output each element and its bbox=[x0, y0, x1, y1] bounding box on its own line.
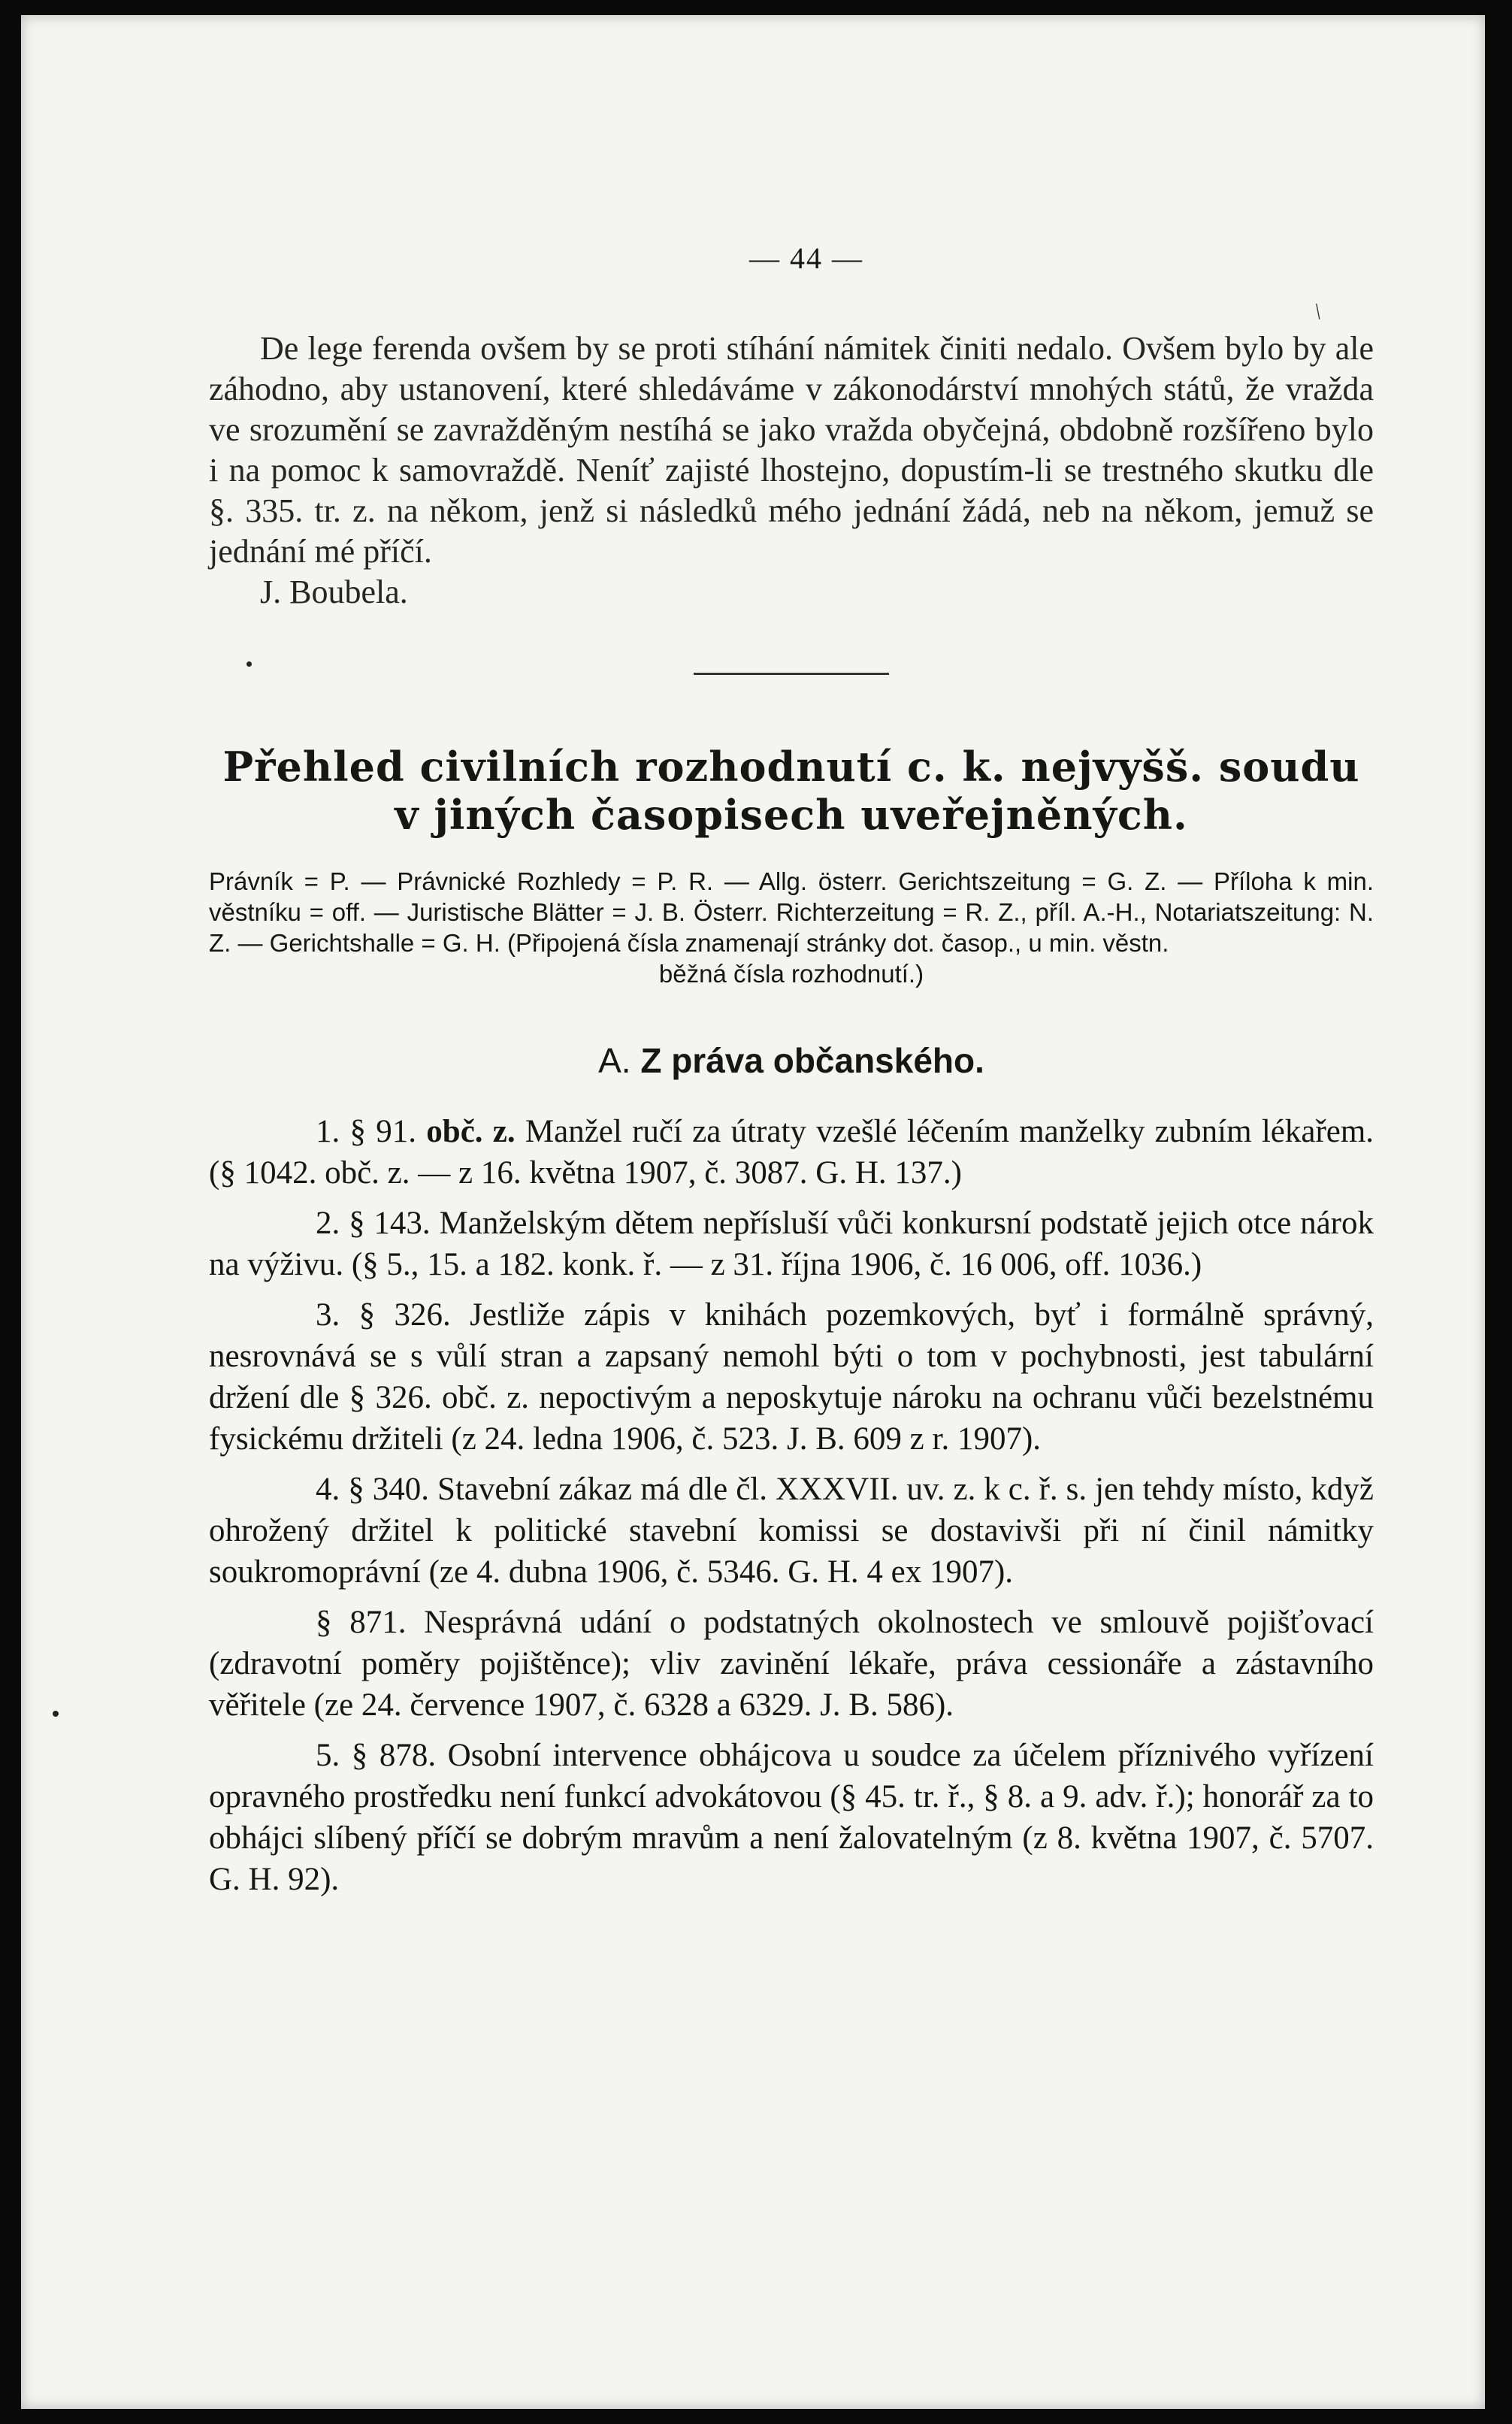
decision-entry bbox=[209, 1735, 1374, 1900]
subsection-letter: A. bbox=[598, 1041, 631, 1080]
decision-list bbox=[209, 1111, 1374, 1900]
decision-entry bbox=[209, 1111, 1374, 1194]
decision-entry bbox=[209, 1602, 1374, 1726]
abbreviations-text: Právník = P. — Právnické Rozhledy = P. R. — Allg. österr. Gerichtszeitung = G. Z. — Příloha k min. věstníku = off. — Juristische Blätter = J. B. Österr. Richterzeitung = R. Z., příl. A.-H., Notariatszeitung: N. Z. — Gerichtshalle = G. H. (Připojená čísla znamenají stránky dot. časop., u min. věstn. bbox=[209, 867, 1374, 957]
essay-paragraph: De lege ferenda ovšem by se proti stíhání námitek činiti nedalo. Ovšem bylo by ale záhodno, aby ustanovení, které shledáváme v zákonodárství mnohých států, že vražda ve srozumění se zavražděným nestíhá se jako vražda obyčejná, obdobně rozšířeno bylo i na pomoc k samovraždě. Neníť zajisté lhostejno, dopustím-li se trestného skutku dle §. 335. tr. z. na někom, jenž si následků mého jednání žádá, neb na někom, jemuž se jednání mé příčí. bbox=[209, 330, 1374, 570]
entry-number: 4. § 340. bbox=[316, 1472, 429, 1507]
subsection-title: Z práva občanského. bbox=[640, 1041, 984, 1080]
subsection-heading bbox=[209, 1040, 1374, 1081]
section-title-line-2: v jiných časopisech uveřejněných. bbox=[395, 791, 1188, 839]
page-content bbox=[209, 241, 1374, 1909]
ink-dot bbox=[53, 1711, 59, 1717]
section-divider bbox=[694, 673, 889, 675]
entry-text: Jestliže zápis v knihách pozemkových, byť i formálně správný, nesrovnává se s vůlí stran a zapsaný nemohl býti o tom v pochybnosti, jest tabulární držení dle § 326. obč. z. nepoctivým a neposkytuje nároku na ochranu vůči bezelstnému fysickému držiteli (z 24. ledna 1906, č. 523. J. B. 609 z r. 1907). bbox=[209, 1297, 1374, 1457]
entry-text: Manželským dětem nepřísluší vůči konkursní podstatě jejich otce nárok na výživu. (§ 5., 15. a 182. konk. ř. — z 31. října 1906, č. 16 006, off. 1036.) bbox=[209, 1206, 1374, 1282]
entry-number: 3. § 326. bbox=[316, 1297, 451, 1333]
entry-code: obč. z. bbox=[426, 1114, 516, 1149]
section-title bbox=[209, 743, 1374, 839]
decision-entry bbox=[209, 1469, 1374, 1593]
entry-number: 5. § 878. bbox=[316, 1738, 437, 1773]
decision-entry bbox=[209, 1203, 1374, 1285]
entry-number: § 871. bbox=[316, 1605, 407, 1640]
essay bbox=[209, 328, 1374, 613]
author-signature: J. Boubela. bbox=[260, 573, 408, 610]
entry-number: 1. § 91. bbox=[316, 1114, 417, 1149]
pencil-mark: / bbox=[1309, 299, 1327, 324]
entry-text: Stavební zákaz má dle čl. XXXVII. uv. z. k c. ř. s. jen tehdy místo, když ohrožený držitel k politické stavební komissi se dostavivši při ní činil námitky soukromoprávní (ze 4. dubna 1906, č. 5346. G. H. 4 ex 1907). bbox=[209, 1472, 1374, 1590]
entry-text: Osobní intervence obhájcova u soudce za účelem příznivého vyřízení opravného prostředku není funkcí advokátovou (§ 45. tr. ř., § 8. a 9. adv. ř.); honorář za to obhájci slíbený příčí se dobrým mravům a není žalovatelným (z 8. května 1907, č. 5707. G. H. 92). bbox=[209, 1738, 1374, 1897]
entry-number: 2. § 143. bbox=[316, 1206, 431, 1241]
section-title-line-1: Přehled civilních rozhodnutí c. k. nejvyšš. soudu bbox=[222, 743, 1360, 791]
abbreviations-legend bbox=[209, 866, 1374, 989]
abbreviations-text-end: běžná čísla rozhodnutí.) bbox=[658, 960, 924, 988]
document-page bbox=[21, 15, 1485, 2409]
page-number: — 44 — bbox=[749, 241, 863, 275]
entry-text: Nesprávná udání o podstatných okolnostech ve smlouvě pojišťovací (zdravotní poměry pojištěnce); vliv zavinění lékaře, práva cessionáře a zástavního věřitele (ze 24. července 1907, č. 6328 a 6329. J. B. 586). bbox=[209, 1605, 1374, 1723]
entry-text: Manžel ručí za útraty vzešlé léčením manželky zubním lékařem. (§ 1042. obč. z. — z 16. května 1907, č. 3087. G. H. 137.) bbox=[209, 1114, 1374, 1191]
decision-entry bbox=[209, 1294, 1374, 1460]
